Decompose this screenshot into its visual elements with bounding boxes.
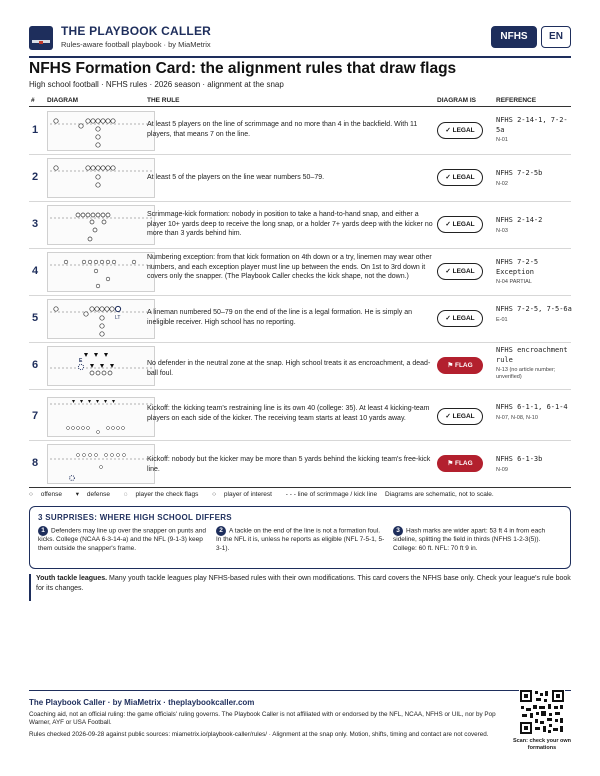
brand-name: THE PLAYBOOK CALLER bbox=[61, 24, 212, 38]
footer-disclaimer: Coaching aid, not an official ruling: the game officials' ruling governs. The Playbook Caller is not affiliated with or endorsed by the NFL, NCAA, NFHS or UIL, nor by Pop Warner, AYF or USA Football. bbox=[29, 711, 496, 727]
formation-diagram bbox=[47, 444, 155, 484]
legend-offense: ○ offense bbox=[29, 491, 62, 498]
reference-id: N-09 bbox=[496, 466, 508, 473]
row-number: 4 bbox=[32, 265, 39, 277]
col-reference: REFERENCE bbox=[496, 97, 537, 104]
rule-reference: NFHS 7-2-5b N-02 bbox=[496, 169, 572, 188]
formation-diagram bbox=[47, 299, 155, 339]
formation-diagram bbox=[47, 252, 155, 292]
flag-badge: ⚑ FLAG bbox=[437, 357, 483, 374]
check-icon: ✓ bbox=[445, 315, 453, 322]
table-row bbox=[29, 343, 571, 390]
header bbox=[29, 24, 571, 54]
ruleset-chip[interactable]: NFHS bbox=[491, 26, 537, 48]
reference-id: N-13 (no article number; unverified) bbox=[496, 367, 556, 380]
table-row bbox=[29, 249, 571, 296]
legal-badge: ✓ LEGAL bbox=[437, 408, 483, 425]
surprise-item: 3 Hash marks are wider apart: 53 ft 4 in from each sideline, splitting the field in thirds (NFHS 1-2-3(5)). College: 60 ft. NFL: 70 ft 9 in. bbox=[393, 527, 546, 552]
check-icon: ✓ bbox=[445, 221, 453, 228]
youth-text: Many youth tackle leagues play NFHS-based rules with their own modifications. This card covers the NFHS base only. Check your league's rule book for its changes. bbox=[36, 575, 571, 592]
flag-icon: ⚑ bbox=[447, 460, 455, 467]
rule-reference: NFHS 7-2-5, 7-5-6a E-01 bbox=[496, 305, 572, 323]
check-icon: ✓ bbox=[445, 174, 453, 181]
number-badge: 3 bbox=[393, 526, 403, 536]
row-number: 5 bbox=[32, 312, 39, 324]
col-status: DIAGRAM IS bbox=[437, 97, 476, 104]
legal-badge: ✓ LEGAL bbox=[437, 169, 483, 186]
diagram-legend bbox=[29, 490, 571, 498]
formation-diagram bbox=[47, 158, 155, 198]
table-row bbox=[29, 202, 571, 249]
qr-code-icon[interactable] bbox=[519, 689, 565, 735]
footer-divider bbox=[29, 690, 571, 691]
reference-id: E-01 bbox=[496, 316, 508, 323]
language-chip[interactable]: EN bbox=[541, 26, 571, 48]
number-badge: 1 bbox=[38, 526, 48, 536]
reference-id: N-01 bbox=[496, 137, 508, 143]
brand-tagline: Rules-aware football playbook · by MiaMetrix bbox=[61, 40, 211, 49]
legal-badge: ✓ LEGAL bbox=[437, 310, 483, 327]
rule-text: Kickoff: the kicking team's restraining line is its own 40 (college: 35). At least 4 kicking-team players on each side of the kicker. The receiving team starts at least 10 yards away. bbox=[147, 405, 430, 422]
legal-badge: ✓ LEGAL bbox=[437, 216, 483, 233]
footer-sources: Rules checked 2026-09-28 against public sources: miametrix.io/playbook-caller/rules/ · Alignment at the snap only. Motion, shifts, timing and contact are not covered. bbox=[29, 731, 489, 738]
legal-badge: ✓ LEGAL bbox=[437, 122, 483, 139]
rule-text: At least 5 of the players on the line wear numbers 50–79. bbox=[147, 174, 325, 181]
table-row bbox=[29, 441, 571, 488]
col-num: # bbox=[31, 97, 35, 104]
reference-id: N-03 bbox=[496, 227, 508, 234]
legend-interest: ○ player of interest bbox=[212, 491, 272, 498]
table-row bbox=[29, 296, 571, 343]
flag-badge: ⚑ FLAG bbox=[437, 455, 483, 472]
formation-diagram bbox=[47, 205, 155, 245]
check-icon: ✓ bbox=[445, 127, 453, 134]
reference-id: N-02 bbox=[496, 180, 508, 187]
col-rule: THE RULE bbox=[147, 97, 180, 104]
rule-reference: NFHS 2-14-2 N-03 bbox=[496, 216, 572, 235]
qr-caption: Scan: check your own formations bbox=[512, 738, 572, 751]
flag-icon: ⚑ bbox=[447, 362, 455, 369]
table-row bbox=[29, 155, 571, 202]
table-header bbox=[29, 95, 571, 107]
offense-circle-icon: ○ bbox=[29, 491, 35, 498]
surprise-item: 1 Defenders may line up over the snapper on punts and kicks. College (NCAA 6-3-14-a) and the NFL (9-1-3) keep them outside the snapper's frame. bbox=[38, 527, 207, 552]
formation-diagram bbox=[47, 111, 155, 151]
rule-text: Numbering exception: from that kick formation on 4th down or a try, linemen may wear other numbers, and each exception player must line up between the ends. On 1st to 3rd down it covers only the snapper. (The Playbook Caller checks the kick shape, not the down.) bbox=[147, 254, 432, 281]
rule-text: Scrimmage-kick formation: nobody in position to take a hand-to-hand snap, and either a player 10+ yards deep to receive the long snap, or a holder 7+ yards deep with the kicker no more than 3 yards behind him. bbox=[147, 211, 433, 238]
check-icon: ✓ bbox=[445, 268, 453, 275]
row-number: 1 bbox=[32, 124, 39, 136]
row-number: 7 bbox=[32, 410, 39, 422]
playbook-logo-icon bbox=[29, 26, 53, 50]
rule-reference: NFHS 6-1-3b N-09 bbox=[496, 455, 572, 474]
reference-id: N-04 PARTIAL bbox=[496, 279, 532, 285]
svg-text:LT: LT bbox=[115, 315, 121, 321]
footer-title[interactable]: The Playbook Caller · by MiaMetrix · theplaybookcaller.com bbox=[29, 698, 255, 707]
rule-text: Kickoff: nobody but the kicker may be more than 5 yards behind the kicking team's free-kick line. bbox=[147, 456, 431, 473]
ring-icon: ○ bbox=[212, 491, 218, 498]
row-number: 8 bbox=[32, 457, 39, 469]
dashed-circle-icon: ◌ bbox=[123, 491, 130, 498]
rule-reference: NFHS encroachment rule N-13 (no article number; unverified) bbox=[496, 346, 572, 381]
rule-reference: NFHS 7-2-5 Exception N-04 PARTIAL bbox=[496, 258, 572, 286]
row-number: 2 bbox=[32, 171, 39, 183]
rule-text: No defender in the neutral zone at the snap. High school treats it as encroachment, a dead-ball foul. bbox=[147, 360, 431, 377]
defense-triangle-icon: ▾ bbox=[75, 491, 81, 498]
col-diagram: DIAGRAM bbox=[47, 97, 79, 104]
youth-note bbox=[29, 574, 571, 601]
surprises-box bbox=[29, 506, 571, 569]
number-badge: 2 bbox=[216, 526, 226, 536]
formation-diagram bbox=[47, 346, 155, 386]
legend-line: - - - line of scrimmage / kick line bbox=[285, 491, 378, 498]
legend-check: ◌ player the check flags bbox=[123, 491, 199, 498]
rule-reference: NFHS 2-14-1, 7-2-5a N-01 bbox=[496, 116, 572, 144]
formation-diagram bbox=[47, 397, 155, 437]
rule-reference: NFHS 6-1-1, 6-1-4 N-07, N-08, N-10 bbox=[496, 403, 572, 422]
reference-id: N-07, N-08, N-10 bbox=[496, 414, 538, 421]
table-row bbox=[29, 108, 571, 155]
row-number: 3 bbox=[32, 218, 39, 230]
rule-text: A lineman numbered 50–79 on the end of the line is a legal formation. He is simply an ineligible receiver. High school has no reporting. bbox=[147, 309, 412, 326]
page-subtitle: High school football · NFHS rules · 2026 season · alignment at the snap bbox=[29, 80, 284, 89]
surprise-item: 2 A tackle on the end of the line is not a formation foul. In the NFL it is, unless he reports as eligible (NFL 7-5-1, 5-3-1). bbox=[216, 527, 385, 552]
rule-text: At least 5 players on the line of scrimmage and no more than 4 in the backfield. With 11 players, that means 7 on the line. bbox=[147, 121, 418, 138]
row-number: 6 bbox=[32, 359, 39, 371]
legend-defense: ▾ defense bbox=[75, 491, 110, 498]
svg-text:E: E bbox=[79, 358, 83, 364]
check-icon: ✓ bbox=[445, 413, 453, 420]
surprises-title: 3 SURPRISES: WHERE HIGH SCHOOL DIFFERS bbox=[38, 513, 232, 522]
youth-lead: Youth tackle leagues. bbox=[36, 575, 108, 582]
legal-badge: ✓ LEGAL bbox=[437, 263, 483, 280]
table-row bbox=[29, 394, 571, 441]
header-divider bbox=[29, 56, 571, 58]
legend-note: Diagrams are schematic, not to scale. bbox=[384, 491, 494, 498]
page-title: NFHS Formation Card: the alignment rules that draw flags bbox=[29, 60, 457, 77]
